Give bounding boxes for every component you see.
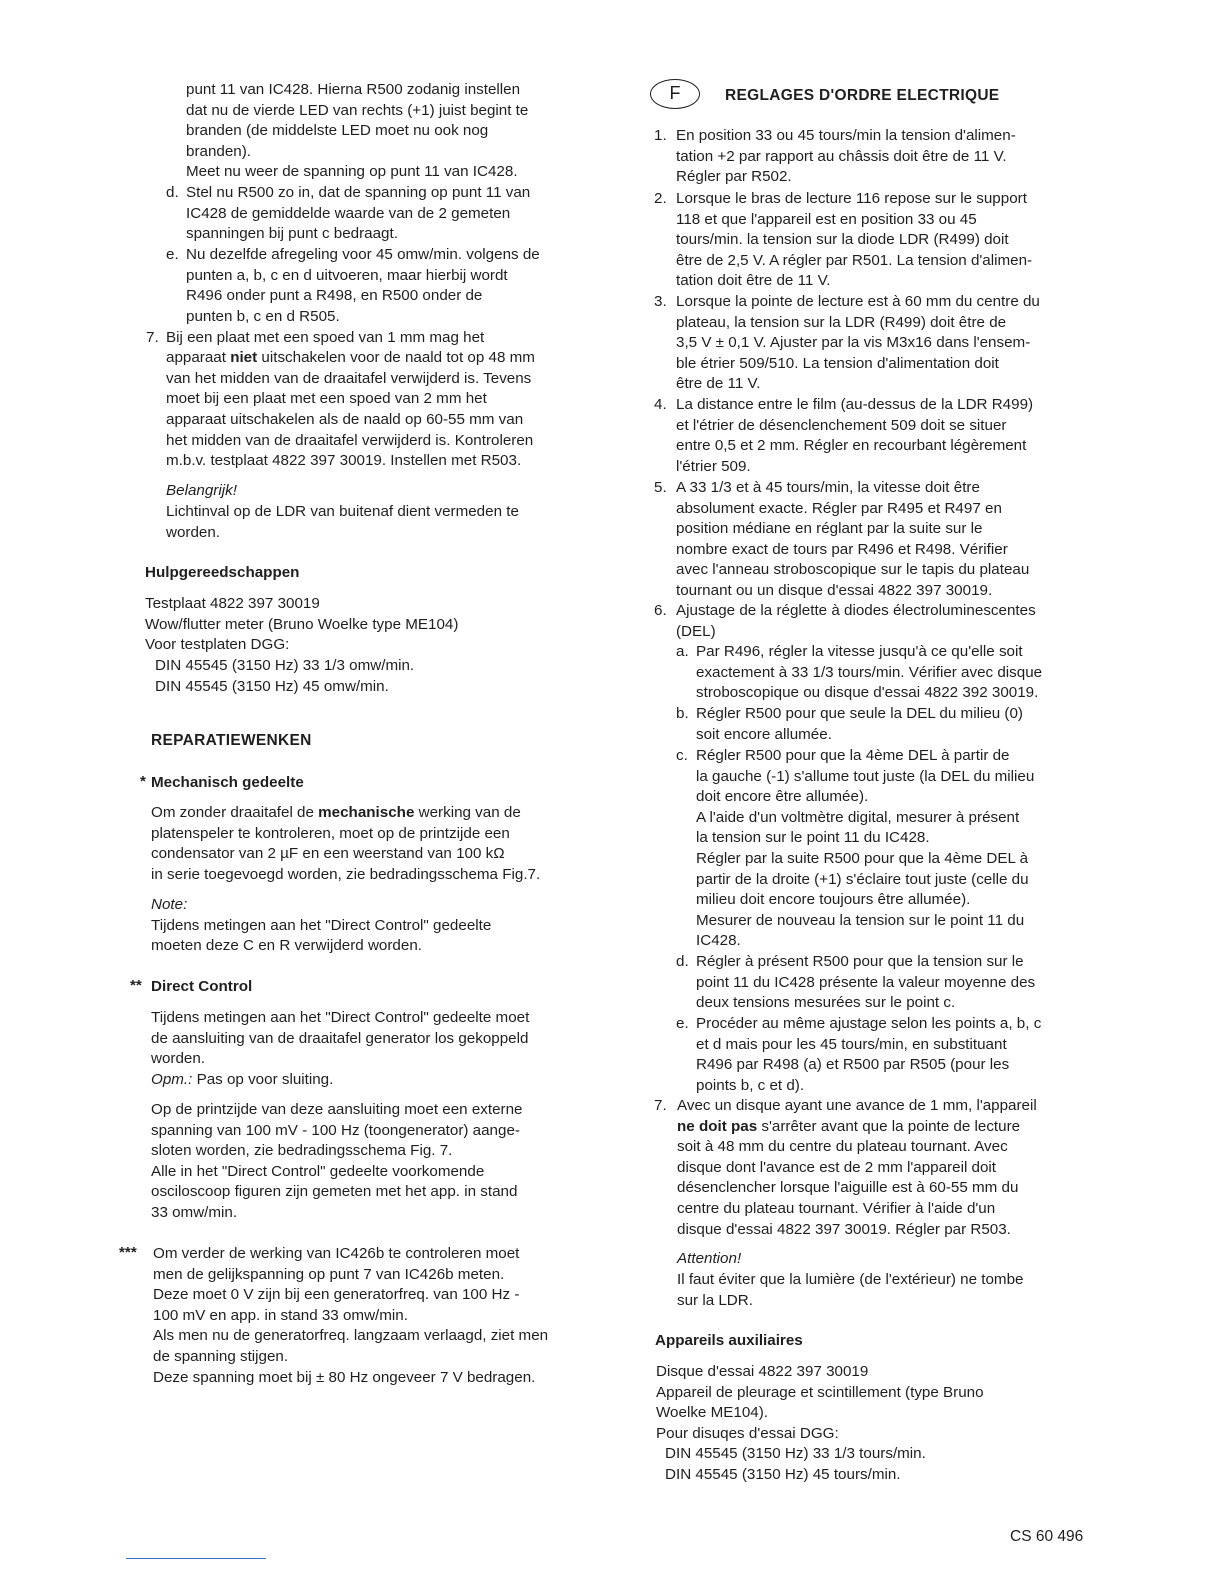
text-line: Als men nu de generatorfreq. langzaam verlaagd, ziet men xyxy=(153,1327,549,1345)
text-line: Procéder au même ajustage selon les points a, b, c xyxy=(696,1015,1042,1032)
text-line: milieu doit encore toujours être allumée). xyxy=(696,891,971,909)
text-line: En position 33 ou 45 tours/min la tension d'alimen- xyxy=(676,127,1016,144)
text-line: Lichtinval op de LDR van buitenaf dient vermeden te xyxy=(166,503,519,520)
text-line: Bij een plaat met een spoed van 1 mm mag het xyxy=(166,328,485,346)
text-line: Wow/flutter meter (Bruno Woelke type ME104) xyxy=(145,615,459,633)
text-line: condensator van 2 µF en een weerstand van 100 kΩ xyxy=(151,845,505,863)
text-line: avec l'anneau stroboscopique sur le tapis du plateau xyxy=(676,561,1030,579)
text-line: la tension sur le point 11 du IC428. xyxy=(696,829,930,847)
text-line: doit encore être allumée). xyxy=(696,788,869,806)
text-line: Woelke ME104). xyxy=(656,1404,768,1422)
text-line: osciloscoop figuren zijn gemeten met het app. in stand xyxy=(151,1183,518,1201)
text-line: points b, c et d). xyxy=(696,1076,805,1094)
text-line: tation doit être de 11 V. xyxy=(676,272,831,290)
text-run: Om zonder draaitafel de xyxy=(151,804,319,821)
footnote-marker: *** xyxy=(119,1244,137,1261)
text-line: Mesurer de nouveau la tension sur le point 11 du xyxy=(696,911,1025,929)
list-marker: a. xyxy=(676,643,689,660)
list-marker: 4. xyxy=(654,396,667,413)
section-heading: Appareils auxiliaires xyxy=(655,1332,803,1349)
list-marker: 6. xyxy=(654,602,667,619)
text-run: uitschakelen voor de naald tot op 48 mm xyxy=(257,349,535,367)
text-run: s'arrêter avant que la pointe de lecture xyxy=(757,1117,1021,1135)
text-line: plateau, la tension sur la LDR (R499) doit être de xyxy=(676,313,1007,331)
text-line: Lorsque la pointe de lecture est à 60 mm du centre du xyxy=(676,293,1040,310)
text-line: branden). xyxy=(186,142,252,160)
text-line: Appareil de pleurage et scintillement (type Bruno xyxy=(656,1383,984,1401)
text-line xyxy=(151,803,521,824)
text-line: ble étrier 509/510. La tension d'alimentation doit xyxy=(676,354,999,372)
text-line: Meet nu weer de spanning op punt 11 van IC428. xyxy=(186,163,518,181)
text-line: Tijdens metingen aan het "Direct Control" gedeelte xyxy=(151,916,492,934)
text-line: R496 onder punt a R498, en R500 onder de xyxy=(186,287,483,305)
text-line: m.b.v. testplaat 4822 397 30019. Instellen met R503. xyxy=(166,452,522,470)
text-line: partir de la droite (+1) s'éclaire tout juste (celle du xyxy=(696,870,1029,888)
text-line: centre du plateau tournant. Vérifier à l'aide d'un xyxy=(677,1200,996,1217)
text-line: Il faut éviter que la lumière (de l'extérieur) ne tombe xyxy=(677,1271,1024,1288)
text-line: 3,5 V ± 0,1 V. Ajuster par la vis M3x16 dans l'ensem- xyxy=(676,334,1031,352)
text-line: platenspeler te kontroleren, moet op de printzijde een xyxy=(151,824,510,842)
text-line: in serie toegevoegd worden, zie bedradingsschema Fig.7. xyxy=(151,865,541,883)
text-line: punten b, c en d R505. xyxy=(186,307,340,325)
text-line: sloten worden, zie bedradingsschema Fig. 7. xyxy=(151,1142,453,1160)
list-marker: 7. xyxy=(146,328,159,346)
list-marker: 3. xyxy=(654,293,667,310)
list-marker: 7. xyxy=(654,1097,667,1114)
text-line: 100 mV en app. in stand 33 omw/min. xyxy=(153,1306,408,1324)
text-line: Alle in het "Direct Control" gedeelte voorkomende xyxy=(151,1162,485,1180)
text-line: het midden van de draaitafel verwijderd is. Kontroleren xyxy=(166,431,534,449)
list-marker: 5. xyxy=(654,479,667,496)
text-line: apparaat uitschakelen als de naald op 60-55 mm van xyxy=(166,410,524,428)
list-marker: e. xyxy=(676,1015,689,1032)
section-heading: Hulpgereedschappen xyxy=(145,564,300,581)
text-line: IC428. xyxy=(696,932,741,950)
text-line xyxy=(166,348,535,369)
text-line: de aansluiting van de draaitafel generator los gekoppeld xyxy=(151,1029,529,1047)
text-line: sur la LDR. xyxy=(677,1291,753,1309)
list-marker: d. xyxy=(166,184,179,201)
text-line: tation +2 par rapport au châssis doit être de 11 V. xyxy=(676,147,1007,165)
text-line: stroboscopique ou disque d'essai 4822 392 30019. xyxy=(696,684,1039,702)
footer-rule xyxy=(126,1558,266,1559)
text-line: Régler par R502. xyxy=(676,168,792,186)
text-run: werking van de xyxy=(414,804,521,821)
text-line: Lorsque le bras de lecture 116 repose sur le support xyxy=(676,190,1027,207)
text-line: dat nu de vierde LED van rechts (+1) juist begint te xyxy=(186,101,529,119)
subsection-heading: Direct Control xyxy=(151,978,253,995)
text-line: A l'aide d'un voltmètre digital, mesurer à présent xyxy=(696,808,1020,826)
text-line: nombre exact de tours par R496 et R498. Vérifier xyxy=(676,540,1008,558)
text-line: DIN 45545 (3150 Hz) 45 tours/min. xyxy=(665,1466,901,1483)
text-line: 33 omw/min. xyxy=(151,1204,238,1221)
text-line: être de 2,5 V. A régler par R501. La tension d'alimen- xyxy=(676,251,1033,269)
text-line: disque dont l'avance est de 2 mm l'appareil doit xyxy=(677,1158,997,1176)
text-line: absolument exacte. Régler par R495 et R497 en xyxy=(676,499,1002,517)
text-line: DIN 45545 (3150 Hz) 33 1/3 tours/min. xyxy=(665,1445,926,1463)
text-line: spanningen bij punt c bedraagt. xyxy=(186,225,398,243)
text-line: punt 11 van IC428. Hierna R500 zodanig instellen xyxy=(186,81,521,98)
footnote-marker: ** xyxy=(130,977,142,994)
text-line: van het midden van de draaitafel verwijderd is. Tevens xyxy=(166,369,532,387)
text-line: soit encore allumée. xyxy=(696,725,832,743)
text-line: R496 par R498 (a) et R500 par R505 (pour les xyxy=(696,1056,1010,1074)
text-line: Nu dezelfde afregeling voor 45 omw/min. volgens de xyxy=(186,246,540,263)
text-line: exactement à 33 1/3 tours/min. Vérifier avec disque xyxy=(696,663,1043,681)
text-line: deux tensions mesurées sur le point c. xyxy=(696,994,956,1012)
text-line xyxy=(151,1070,333,1091)
text-line: Deze spanning moet bij ± 80 Hz ongeveer 7 V bedragen. xyxy=(153,1368,536,1386)
text-line: worden. xyxy=(166,523,221,541)
text-line: Op de printzijde van deze aansluiting moet een externe xyxy=(151,1101,523,1118)
text-line: DIN 45545 (3150 Hz) 33 1/3 omw/min. xyxy=(155,657,415,674)
text-line: l'étrier 509. xyxy=(676,457,751,475)
list-marker: 2. xyxy=(654,190,667,207)
section-heading: REGLAGES D'ORDRE ELECTRIQUE xyxy=(725,87,1000,104)
text-line: et d mais pour les 45 tours/min, en substituant xyxy=(696,1035,1007,1053)
text-line: Voor testplaten DGG: xyxy=(145,636,290,654)
text-line: men de gelijkspanning op punt 7 van IC426b meten. xyxy=(153,1265,505,1283)
emphasis-text: mechanische xyxy=(318,804,415,821)
text-line: position médiane en réglant par la suite sur le xyxy=(676,520,983,538)
text-line: et l'étrier de désenclenchement 509 doit se situer xyxy=(676,416,1007,434)
text-line: Tijdens metingen aan het "Direct Control" gedeelte moet xyxy=(151,1009,530,1026)
text-line: Testplaat 4822 397 30019 xyxy=(145,595,320,612)
text-line: Régler par la suite R500 pour que la 4ème DEL à xyxy=(696,850,1029,867)
text-line: punten a, b, c en d uitvoeren, maar hierbij wordt xyxy=(186,266,508,284)
text-line: Régler R500 pour que seule la DEL du milieu (0) xyxy=(696,705,1023,722)
text-line: branden (de middelste LED moet nu ook nog xyxy=(186,122,489,140)
document-code: CS 60 496 xyxy=(1010,1528,1084,1545)
footnote-marker: * xyxy=(140,773,146,790)
list-marker: 1. xyxy=(654,127,667,144)
emphasis-text: niet xyxy=(230,349,258,367)
text-line: DIN 45545 (3150 Hz) 45 omw/min. xyxy=(155,677,389,695)
text-line: la gauche (-1) s'allume tout juste (la DEL du milieu xyxy=(696,767,1035,785)
text-line: soit à 48 mm du centre du plateau tournant. Avec xyxy=(677,1138,1008,1156)
text-line: A 33 1/3 et à 45 tours/min, la vitesse doit être xyxy=(676,479,980,496)
text-line: moeten deze C en R verwijderd worden. xyxy=(151,937,422,955)
list-marker: b. xyxy=(676,705,689,722)
text-line: entre 0,5 et 2 mm. Régler en recourbant légèrement xyxy=(676,437,1027,455)
section-heading: REPARATIEWENKEN xyxy=(151,732,312,749)
note-title: Note: xyxy=(151,896,188,913)
text-line: Régler à présent R500 pour que la tension sur le xyxy=(696,953,1024,970)
text-line: désenclencher lorsque l'aiguille est à 60-55 mm du xyxy=(677,1179,1019,1197)
text-run: apparaat xyxy=(166,349,231,367)
list-marker: d. xyxy=(676,953,689,970)
text-line: La distance entre le film (au-dessus de la LDR R499) xyxy=(676,396,1034,413)
text-line: Deze moet 0 V zijn bij een generatorfreq. van 100 Hz - xyxy=(153,1286,520,1304)
text-line: point 11 du IC428 présente la valeur moyenne des xyxy=(696,973,1036,991)
text-line xyxy=(677,1117,1020,1138)
text-line: Avec un disque ayant une avance de 1 mm, l'appareil xyxy=(677,1097,1037,1114)
text-line: tours/min. la tension sur la diode LDR (R499) doit xyxy=(676,231,1009,249)
text-line: Ajustage de la réglette à diodes électroluminescentes xyxy=(676,602,1036,619)
text-line: être de 11 V. xyxy=(676,375,761,393)
text-line: tournant ou un disque d'essai 4822 397 30019. xyxy=(676,582,993,599)
language-badge: F xyxy=(650,79,700,109)
text-line: spanning van 100 mV - 100 Hz (toongenerator) aange- xyxy=(151,1121,520,1139)
text-line: Disque d'essai 4822 397 30019 xyxy=(656,1363,869,1380)
text-line: Stel nu R500 zo in, dat de spanning op punt 11 van xyxy=(186,184,531,201)
note-title: Attention! xyxy=(677,1250,742,1267)
text-line: Régler R500 pour que la 4ème DEL à partir de xyxy=(696,747,1010,764)
list-marker: c. xyxy=(676,747,688,764)
text-line: IC428 de gemiddelde waarde van de 2 gemeten xyxy=(186,204,511,222)
text-line: moet bij een plaat met een spoed van 2 mm het xyxy=(166,390,487,408)
text-line: Pour disuqes d'essai DGG: xyxy=(656,1424,839,1442)
list-marker: e. xyxy=(166,246,179,263)
note-title: Belangrijk! xyxy=(166,482,237,499)
note-label: Opm.: xyxy=(151,1070,193,1088)
text-line: worden. xyxy=(151,1050,206,1068)
text-line: 118 et que l'appareil est en position 33 ou 45 xyxy=(676,210,977,228)
text-run: Pas op voor sluiting. xyxy=(192,1070,334,1088)
text-line: (DEL) xyxy=(676,622,716,640)
emphasis-text: ne doit pas xyxy=(677,1117,758,1135)
text-line: Par R496, régler la vitesse jusqu'à ce qu'elle soit xyxy=(696,643,1023,660)
text-line: de spanning stijgen. xyxy=(153,1348,289,1365)
subsection-heading: Mechanisch gedeelte xyxy=(151,774,304,791)
text-line: disque d'essai 4822 397 30019. Régler par R503. xyxy=(677,1220,1011,1238)
text-line: Om verder de werking van IC426b te controleren moet xyxy=(153,1245,520,1262)
